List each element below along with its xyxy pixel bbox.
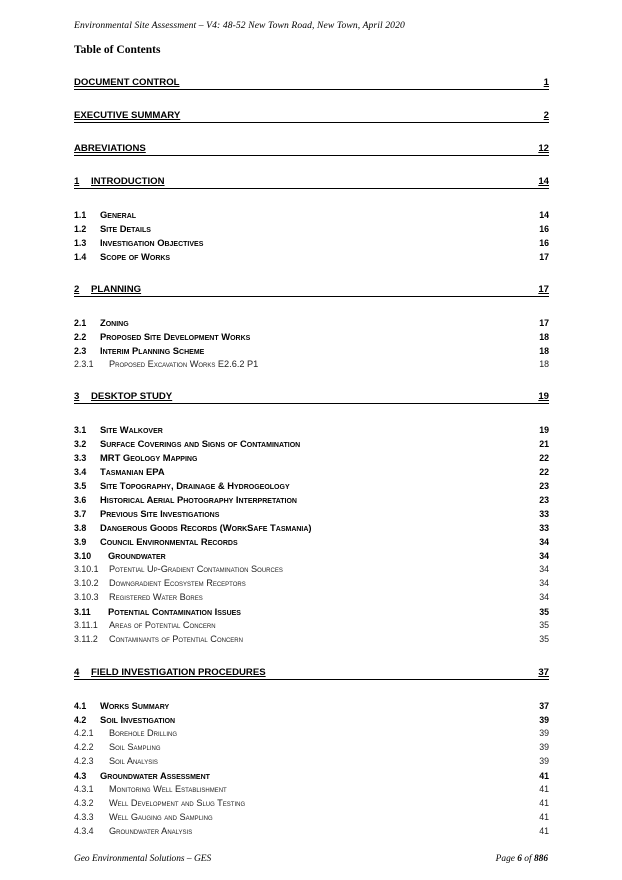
toc-entry[interactable]: 3.10.1 Potential Up-Gradient Contamination Sources 34 (74, 564, 549, 574)
toc-entry[interactable]: 3.11.1 Areas of Potential Concern 35 (74, 620, 549, 630)
toc-entry[interactable]: 3.7 Previous Site Investigations 33 (74, 508, 549, 519)
toc-entry-planning[interactable]: 2 PLANNING 17 (74, 284, 549, 295)
toc-entry[interactable]: 2.2 Proposed Site Development Works 18 (74, 331, 549, 342)
toc-entry-introduction[interactable]: 1 INTRODUCTION 14 (74, 176, 549, 187)
toc-entry[interactable]: 1.4 Scope of Works 17 (74, 251, 549, 262)
footer-page-number: Page 6 of 886 (495, 854, 548, 864)
toc-entry[interactable]: 3.4 Tasmanian EPA 22 (74, 466, 549, 477)
toc-entry-abreviations[interactable]: ABREVIATIONS 12 (74, 143, 549, 154)
toc-entry[interactable]: 3.3 MRT Geology Mapping 22 (74, 452, 549, 463)
toc-entry[interactable]: 3.9 Council Environmental Records 34 (74, 536, 549, 547)
toc-entry[interactable]: 4.3 Groundwater Assessment 41 (74, 770, 549, 781)
toc-entry[interactable]: 1.1 General 14 (74, 209, 549, 220)
toc-entry[interactable]: 4.1 Works Summary 37 (74, 700, 549, 711)
toc-entry[interactable]: 3.11.2 Contaminants of Potential Concern 35 (74, 634, 549, 644)
toc-entry[interactable]: 3.6 Historical Aerial Photography Interpretation 23 (74, 494, 549, 505)
toc-entry[interactable]: 4.3.1 Monitoring Well Establishment 41 (74, 784, 549, 794)
toc-title: Table of Contents (74, 44, 161, 56)
toc-entry[interactable]: 4.2.3 Soil Analysis 39 (74, 756, 549, 766)
toc-entry-executive-summary[interactable]: EXECUTIVE SUMMARY 2 (74, 110, 549, 121)
toc-entry[interactable]: 4.2.2 Soil Sampling 39 (74, 742, 549, 752)
toc-entry[interactable]: 2.3 Interim Planning Scheme 18 (74, 345, 549, 356)
footer-company: Geo Environmental Solutions – GES (74, 854, 212, 864)
toc-entry[interactable]: 2.3.1 Proposed Excavation Works E2.6.2 P1 18 (74, 359, 549, 369)
toc-entry[interactable]: 3.5 Site Topography, Drainage & Hydrogeology 23 (74, 480, 549, 491)
toc-entry[interactable]: 3.11 Potential Contamination Issues 35 (74, 606, 549, 617)
toc-entry[interactable]: 1.3 Investigation Objectives 16 (74, 237, 549, 248)
toc-entry[interactable]: 1.2 Site Details 16 (74, 223, 549, 234)
toc-entry-desktop-study[interactable]: 3 DESKTOP STUDY 19 (74, 391, 549, 402)
toc-entry[interactable]: 4.3.2 Well Development and Slug Testing 41 (74, 798, 549, 808)
toc-entry[interactable]: 3.2 Surface Coverings and Signs of Contamination 21 (74, 438, 549, 449)
toc-entry[interactable]: 3.10.3 Registered Water Bores 34 (74, 592, 549, 602)
toc-entry-field-investigation[interactable]: 4 FIELD INVESTIGATION PROCEDURES 37 (74, 667, 549, 678)
toc-entry[interactable]: 4.3.3 Well Gauging and Sampling 41 (74, 812, 549, 822)
toc-entry[interactable]: 3.1 Site Walkover 19 (74, 424, 549, 435)
toc-entry[interactable]: 4.3.4 Groundwater Analysis 41 (74, 826, 549, 836)
running-header: Environmental Site Assessment – V4: 48-52 New Town Road, New Town, April 2020 (74, 20, 405, 31)
toc-entry[interactable]: 3.10.2 Downgradient Ecosystem Receptors 34 (74, 578, 549, 588)
toc-entry[interactable]: 3.10 Groundwater 34 (74, 550, 549, 561)
toc-entry[interactable]: 4.2.1 Borehole Drilling 39 (74, 728, 549, 738)
toc-entry-document-control[interactable]: DOCUMENT CONTROL 1 (74, 77, 549, 88)
toc-entry[interactable]: 3.8 Dangerous Goods Records (WorkSafe Tasmania) 33 (74, 522, 549, 533)
toc-entry[interactable]: 2.1 Zoning 17 (74, 317, 549, 328)
toc-entry[interactable]: 4.2 Soil Investigation 39 (74, 714, 549, 725)
